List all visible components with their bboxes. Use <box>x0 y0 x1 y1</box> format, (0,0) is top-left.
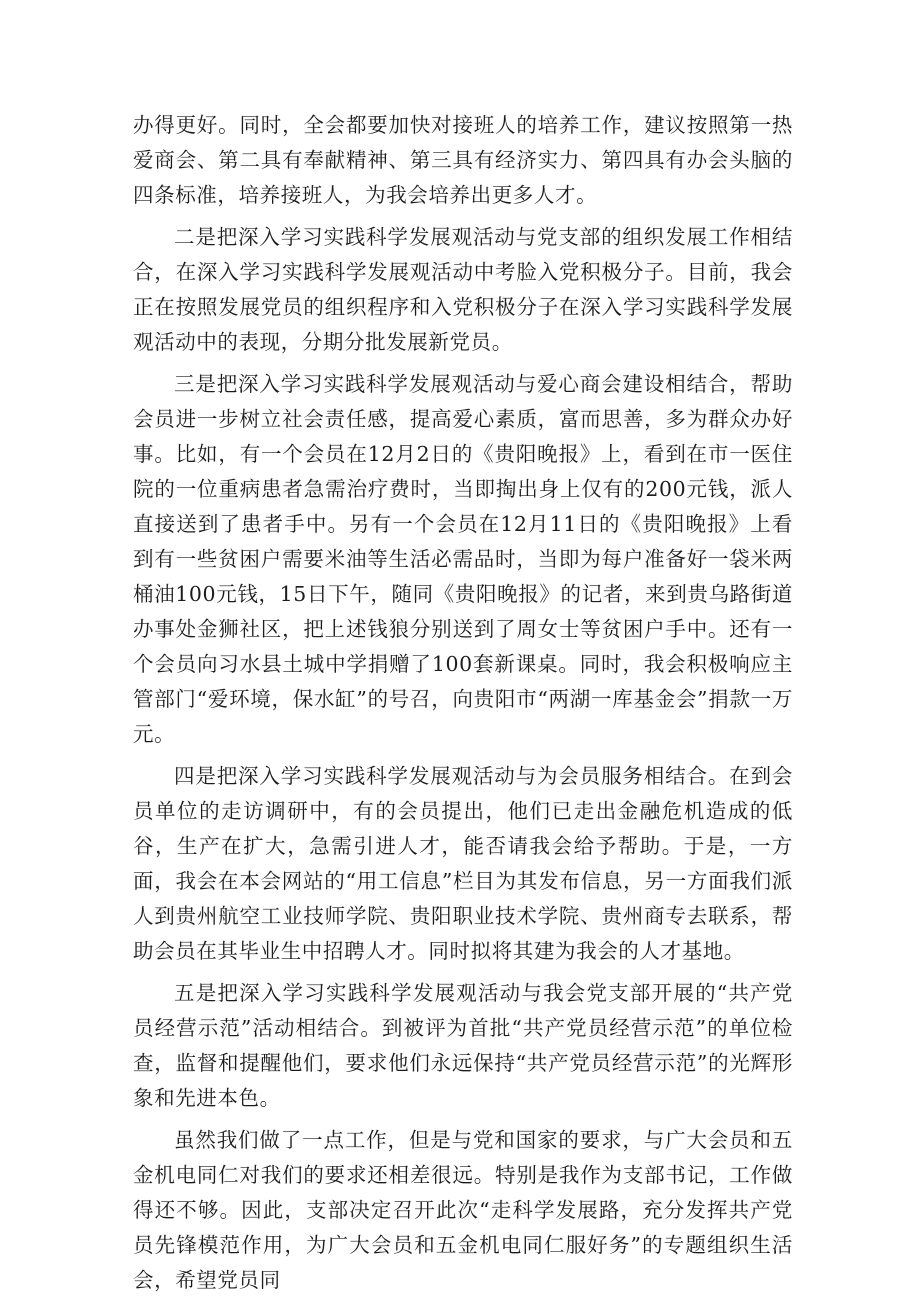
paragraph-two: 二是把深入学习实践科学发展观活动与党支部的组织发展工作相结合，在深入学习实践科学发展观活动中考脸入党积极分子。目前，我会正在按照发展党员的组织程序和入党积极分子在深入学习实践科学发展观活动中的表现，分期分批发展新党员。 <box>133 225 793 354</box>
paragraph-continued: 办得更好。同时，全会都要加快对接班人的培养工作，建议按照第一热爱商会、第二具有奉献精神、第三具有经济实力、第四具有办会头脑的四条标准，培养接班人，为我会培养出更多人才。 <box>133 113 793 207</box>
paragraph-three: 三是把深入学习实践科学发展观活动与爱心商会建设相结合，帮助会员进一步树立社会责任感，提高爱心素质，富而思善，多为群众办好事。比如，有一个会员在12月2日的《贵阳晚报》上，看到在市一医住院的一位重病患者急需治疗费时，当即掏出身上仅有的200元钱，派人直接送到了患者手中。另有一个会员在12月11日的《贵阳晚报》上看到有一些贫困户需要米油等生活必需品时，当即为每户准备好一袋米两桶油100元钱，15日下午，随同《贵阳晚报》的记者，来到贵乌路街道办事处金狮社区，把上述钱狼分别送到了周女士等贫困户手中。还有一个会员向习水县土城中学捐赠了100套新课桌。同时，我会积极响应主管部门“爱环境，保水缸”的号召，向贵阳市“两湖一库基金会”捐款一万元。 <box>133 372 793 746</box>
paragraph-six: 虽然我们做了一点工作，但是与党和国家的要求，与广大会员和五金机电同仁对我们的要求还相差很远。特别是我作为支部书记，工作做得还不够。因此，支部决定召开此次“走科学发展路，充分发挥共产党员先锋模范作用，为广大会员和五金机电同仁服好务”的专题组织生活会，希望党员同 <box>133 1128 793 1292</box>
document-body <box>133 108 793 1305</box>
paragraph-five: 五是把深入学习实践科学发展观活动与我会党支部开展的“共产党员经营示范”活动相结合。到被评为首批“共产党员经营示范”的单位检查，监督和提醒他们，要求他们永远保持“共产党员经营示范”的光辉形象和先进本色。 <box>133 981 793 1110</box>
paragraph-four: 四是把深入学习实践科学发展观活动与为会员服务相结合。在到会员单位的走访调研中，有的会员提出，他们已走出金融危机造成的低谷，生产在扩大，急需引进人才，能否请我会给予帮助。于是，一方面，我会在本会网站的“用工信息”栏目为其发布信息，另一方面我们派人到贵州航空工业技师学院、贵阳职业技术学院、贵州商专去联系，帮助会员在其毕业生中招聘人才。同时拟将其建为我会的人才基地。 <box>133 764 793 963</box>
